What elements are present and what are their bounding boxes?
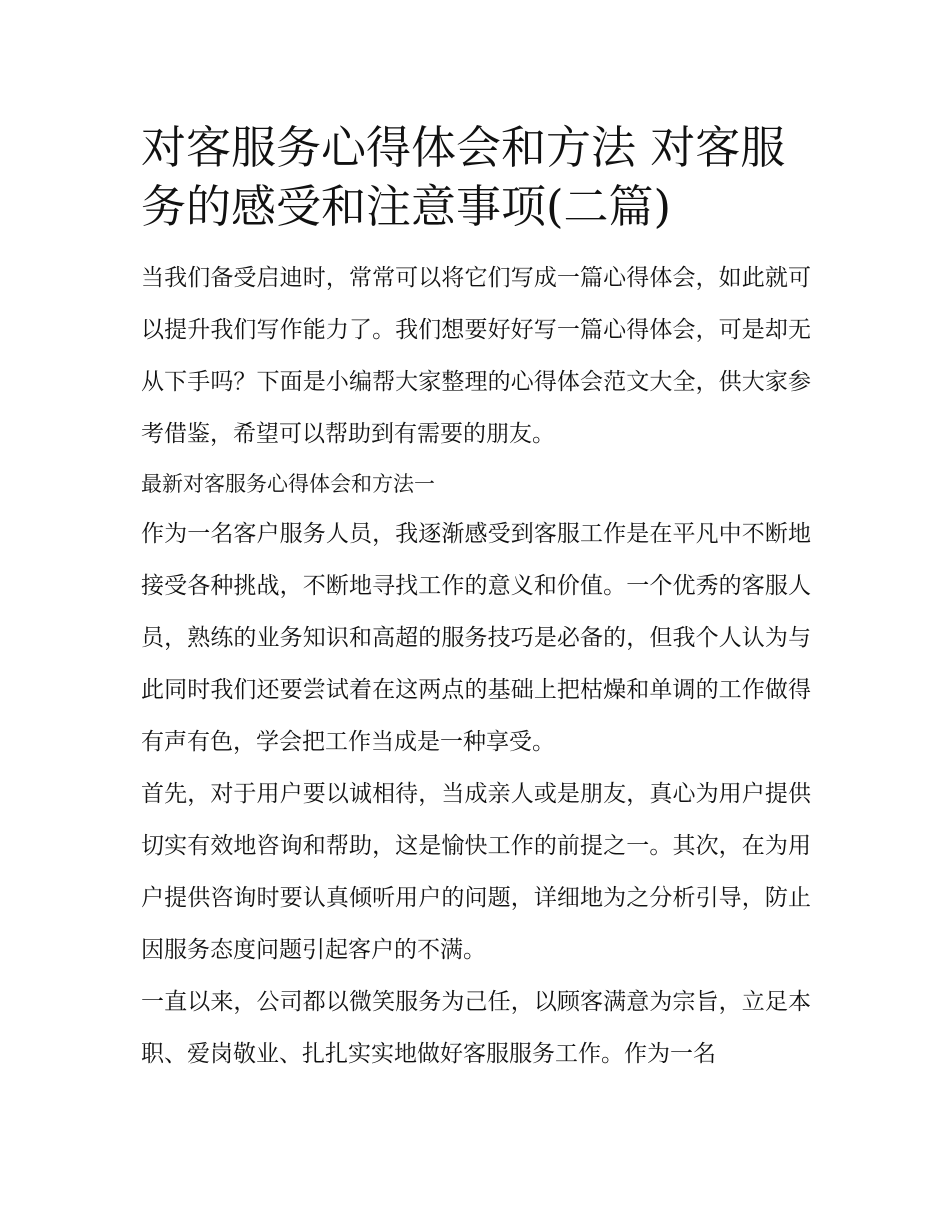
document-title: 对客服务心得体会和方法 对客服务的感受和注意事项(二篇)	[141, 121, 786, 233]
body-paragraph-3: 一直以来，公司都以微笑服务为己任，以顾客满意为宗旨，立足本职、爱岗敬业、扎扎实实地做好客服服务工作。作为一名	[141, 989, 811, 1067]
section-heading: 最新对客服务心得体会和方法一	[141, 472, 435, 496]
intro-paragraph: 当我们备受启迪时，常常可以将它们写成一篇心得体会，如此就可以提升我们写作能力了。我们想要好好写一篇心得体会，可是却无从下手吗？下面是小编帮大家整理的心得体会范文大全，供大家参考借鉴，希望可以帮助到有需要的朋友。	[141, 265, 811, 447]
body-paragraph-1: 作为一名客户服务人员，我逐渐感受到客服工作是在平凡中不断地接受各种挑战，不断地寻找工作的意义和价值。一个优秀的客服人员，熟练的业务知识和高超的服务技巧是必备的，但我个人认为与此同时我们还要尝试着在这两点的基础上把枯燥和单调的工作做得有声有色，学会把工作当成是一种享受。	[141, 521, 811, 755]
document-page	[141, 118, 811, 1080]
body-paragraph-2: 首先，对于用户要以诚相待，当成亲人或是朋友，真心为用户提供切实有效地咨询和帮助，这是愉快工作的前提之一。其次，在为用户提供咨询时要认真倾听用户的问题，详细地为之分析引导，防止因服务态度问题引起客户的不满。	[141, 781, 811, 963]
